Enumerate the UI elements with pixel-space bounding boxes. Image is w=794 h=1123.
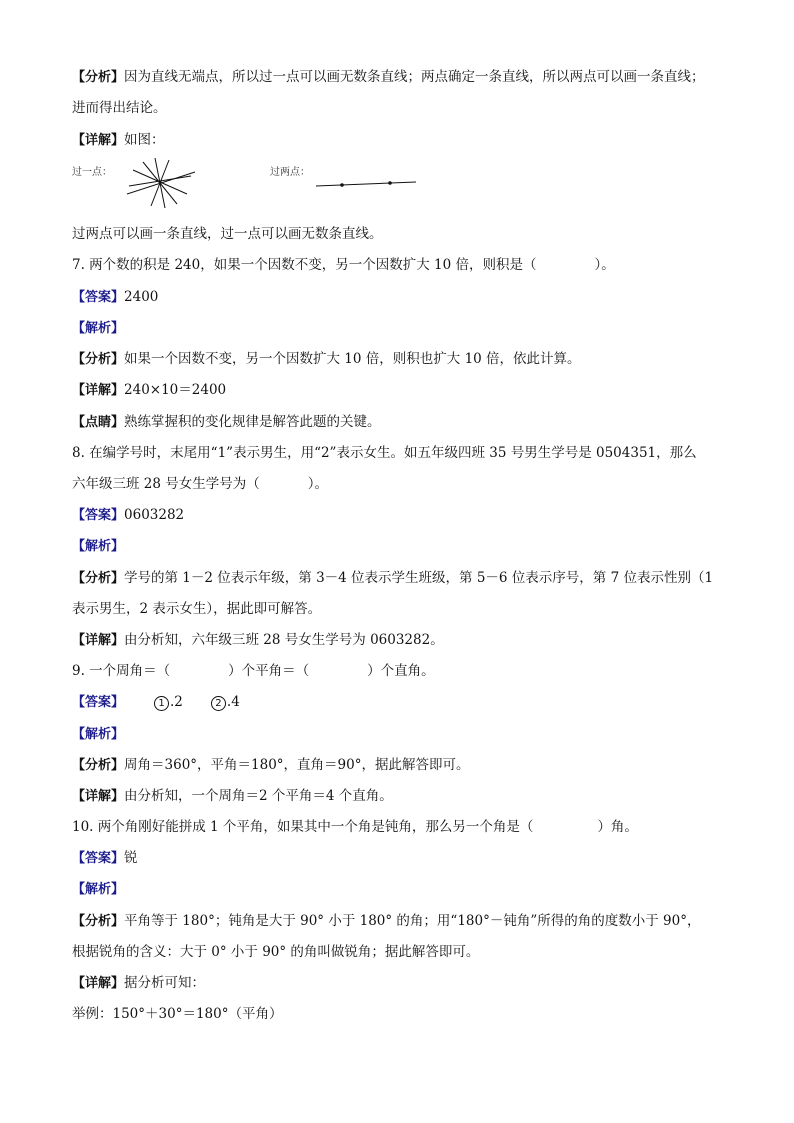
q6-analysis-line-1	[72, 68, 705, 87]
analysis-tag: 【分析】	[72, 571, 125, 586]
jiexi-tag: 【解析】	[72, 321, 125, 336]
q6-analysis-text-cont: 进而得出结论。	[72, 100, 167, 116]
figure-label-one-point: 过一点：	[72, 167, 112, 178]
jiexi-tag: 【解析】	[72, 727, 125, 742]
circled-number-1: 1	[154, 696, 169, 711]
answer-tag: 【答案】	[72, 508, 125, 523]
q10-example: 举例：150°＋30°＝180°（平角）	[72, 1006, 283, 1022]
q6-conclusion: 过两点可以画一条直线，过一点可以画无数条直线。	[72, 226, 383, 242]
q6-analysis-text: 因为直线无端点，所以过一点可以画无数条直线；两点确定一条直线，所以两点可以画一条直线；	[124, 69, 705, 85]
point-tag: 【点睛】	[72, 415, 125, 430]
lines-through-one-point-figure	[125, 158, 200, 208]
analysis-tag: 【分析】	[72, 914, 125, 929]
q7-point: 熟练掌握积的变化规律是解答此题的关键。	[124, 414, 381, 430]
q10-detail-line	[72, 974, 205, 993]
q7-question-text: 7. 两个数的积是 240，如果一个因数不变，另一个因数扩大 10 倍，则积是（	[72, 257, 537, 273]
q10-answer: 锐	[124, 850, 138, 866]
q8-answer: 0603282	[124, 507, 185, 523]
q9-answer-1: .2	[170, 694, 183, 710]
q7-point-line	[72, 413, 381, 432]
q9-answer-2: .4	[226, 694, 240, 710]
detail-tag: 【详解】	[72, 976, 125, 991]
q7-analysis-line	[72, 350, 581, 369]
answer-tag: 【答案】	[72, 290, 125, 305]
q9-question-end: ）个直角。	[367, 663, 435, 679]
detail-tag: 【详解】	[72, 633, 125, 648]
q10-question	[72, 818, 638, 836]
q9-jiexi-line	[72, 725, 124, 744]
q8-question-line-1: 8. 在编学号时，末尾用“1”表示男生，用“2”表示女生。如五年级四班 35 号男生学号是 0504351，那么	[72, 445, 697, 461]
q9-analysis-line	[72, 756, 469, 775]
q10-analysis-line-2: 根据锐角的含义：大于 0° 小于 90° 的角叫做锐角；据此解答即可。	[72, 944, 480, 960]
q8-question-text: 六年级三班 28 号女生学号为（	[72, 476, 260, 492]
q8-jiexi-line	[72, 537, 124, 556]
q6-detail-text: 如图：	[124, 132, 165, 148]
q8-question-end: ）。	[307, 476, 329, 492]
analysis-tag: 【分析】	[72, 758, 125, 773]
q10-detail: 据分析可知：	[124, 975, 206, 991]
q7-question-end: ）。	[594, 257, 615, 273]
q8-detail: 由分析知，六年级三班 28 号女生学号为 0603282。	[124, 632, 444, 648]
q9-question-mid: ）个平角＝（	[228, 663, 310, 679]
detail-tag: 【详解】	[72, 133, 125, 148]
q10-question-end: ）角。	[597, 819, 638, 835]
q9-question	[72, 662, 435, 680]
q9-answer-line	[72, 693, 240, 712]
q7-question	[72, 256, 615, 274]
q10-jiexi-line	[72, 880, 124, 899]
q6-analysis-line-2	[72, 99, 167, 117]
q7-jiexi-line	[72, 319, 124, 338]
answer-tag: 【答案】	[72, 851, 125, 866]
q8-answer-line	[72, 506, 184, 525]
circled-number-2: 2	[211, 696, 226, 711]
q8-analysis-line-1	[72, 569, 713, 588]
q8-question-line-2	[72, 475, 328, 493]
q10-answer-line	[72, 849, 138, 868]
q6-detail-line	[72, 131, 165, 150]
analysis-tag: 【分析】	[72, 352, 125, 367]
q8-analysis: 学号的第 1－2 位表示年级，第 3－4 位表示学生班级，第 5－6 位表示序号，第 7 位表示性别（1	[124, 570, 714, 586]
analysis-tag: 【分析】	[72, 70, 125, 85]
jiexi-tag: 【解析】	[72, 882, 125, 897]
figure-label-two-points: 过两点：	[270, 167, 310, 178]
q7-answer-line	[72, 288, 158, 307]
detail-tag: 【详解】	[72, 789, 125, 804]
q9-question-text: 9. 一个周角＝（	[72, 663, 171, 679]
q7-detail: 240×10＝2400	[124, 382, 227, 398]
q10-analysis: 平角等于 180°；钝角是大于 90° 小于 180° 的角；用“180°－钝角”所得的角的度数小于 90°，	[124, 913, 701, 929]
q7-answer: 2400	[124, 289, 159, 305]
line-through-two-points-figure	[314, 176, 418, 190]
q8-analysis-line-2: 表示男生，2 表示女生），据此即可解答。	[72, 601, 322, 617]
detail-tag: 【详解】	[72, 383, 125, 398]
answer-tag: 【答案】	[72, 695, 125, 710]
q9-detail-line	[72, 787, 393, 806]
q10-analysis-line-1	[72, 912, 700, 931]
q8-detail-line	[72, 631, 444, 650]
jiexi-tag: 【解析】	[72, 539, 125, 554]
q7-analysis: 如果一个因数不变，另一个因数扩大 10 倍，则积也扩大 10 倍，依此计算。	[124, 351, 581, 367]
q10-question-text: 10. 两个角刚好能拼成 1 个平角，如果其中一个角是钝角，那么另一个角是（	[72, 819, 534, 835]
q7-detail-line	[72, 381, 226, 400]
q9-analysis: 周角＝360°，平角＝180°，直角＝90°，据此解答即可。	[124, 757, 470, 773]
q9-detail: 由分析知，一个周角＝2 个平角＝4 个直角。	[124, 788, 393, 804]
